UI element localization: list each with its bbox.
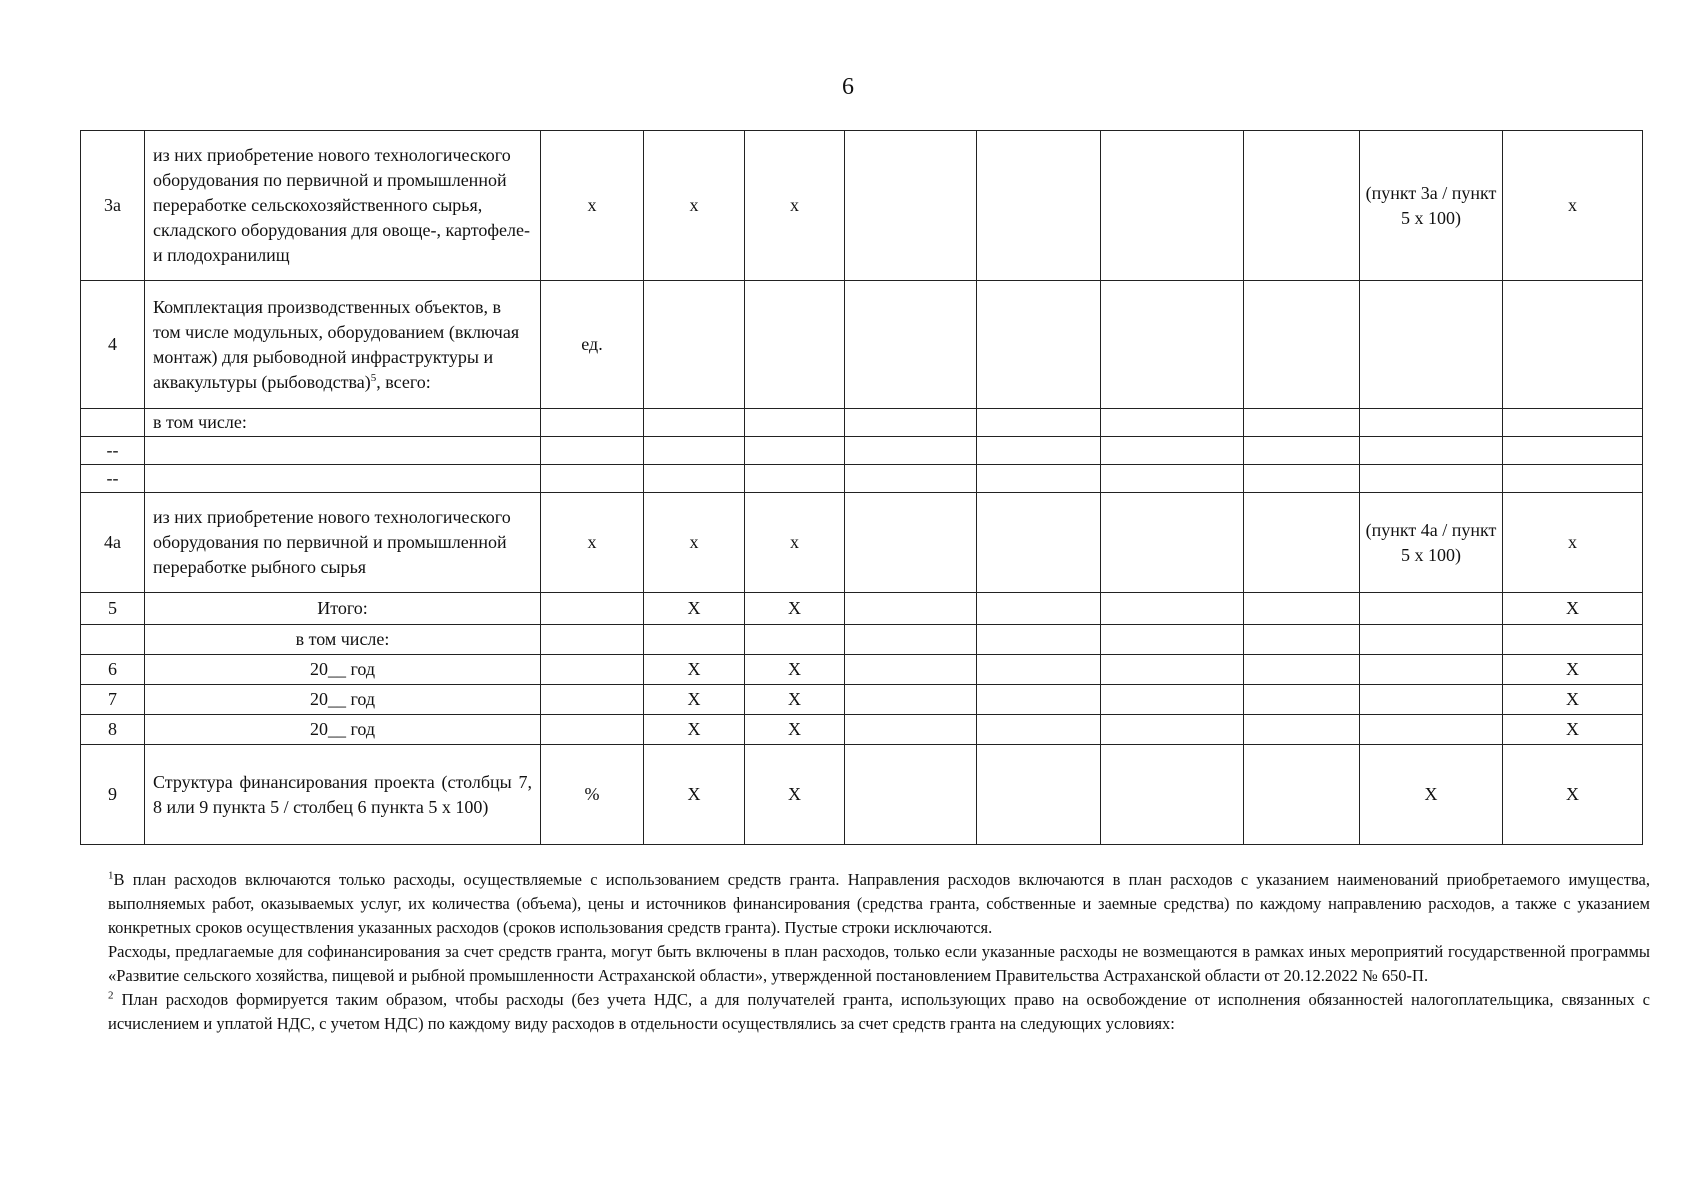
row-value-cell-c5: x bbox=[745, 131, 845, 281]
row-value-cell-c5 bbox=[745, 625, 845, 655]
row-value-cell-c7 bbox=[977, 131, 1101, 281]
row-value-cell-c7 bbox=[977, 715, 1101, 745]
row-value-cell-c8 bbox=[1101, 715, 1244, 745]
row-value-cell-c9 bbox=[1244, 493, 1360, 593]
footnote-reference: 5 bbox=[370, 371, 377, 384]
row-value-cell-c10: (пункт 4а / пункт 5 x 100) bbox=[1360, 493, 1503, 593]
row-value-cell-c4: X bbox=[644, 685, 745, 715]
row-description-cell bbox=[145, 281, 541, 409]
row-value-cell-c8 bbox=[1101, 745, 1244, 845]
row-value-cell-c8 bbox=[1101, 465, 1244, 493]
row-number-cell: 7 bbox=[81, 685, 145, 715]
row-value-cell-c10 bbox=[1360, 625, 1503, 655]
row-description-text: в том числе: bbox=[295, 629, 390, 649]
row-value-cell-c11 bbox=[1503, 437, 1643, 465]
row-unit-cell: % bbox=[541, 745, 644, 845]
row-value-cell-c10 bbox=[1360, 409, 1503, 437]
row-value-cell-c6 bbox=[845, 281, 977, 409]
row-value-cell-c11: X bbox=[1503, 745, 1643, 845]
row-unit-cell bbox=[541, 409, 644, 437]
row-value-cell-c9 bbox=[1244, 715, 1360, 745]
row-description-cell bbox=[145, 745, 541, 845]
row-value-cell-c6 bbox=[845, 655, 977, 685]
row-description-cell bbox=[145, 493, 541, 593]
row-description-cell bbox=[145, 715, 541, 745]
row-number-cell: -- bbox=[81, 437, 145, 465]
row-description-cell bbox=[145, 131, 541, 281]
table-row bbox=[81, 685, 1643, 715]
row-value-cell-c6 bbox=[845, 493, 977, 593]
row-description-cell bbox=[145, 593, 541, 625]
table-row bbox=[81, 409, 1643, 437]
row-value-cell-c7 bbox=[977, 685, 1101, 715]
row-value-cell-c9 bbox=[1244, 409, 1360, 437]
row-value-cell-c8 bbox=[1101, 625, 1244, 655]
footnote-2-text: План расходов формируется таким образом, чтобы расходы (без учета НДС, а для получателей гранта, использующих право на освобождение от исполнения обязанностей налогоплательщика, связанных с исчислением и уплатой НДС, с учетом НДС) по каждому виду расходов в отдельности осуществлялись за счет средств гранта на следующих условиях: bbox=[108, 990, 1650, 1033]
expense-plan-table bbox=[80, 130, 1643, 845]
row-value-cell-c10 bbox=[1360, 715, 1503, 745]
page-number: 6 bbox=[842, 74, 854, 100]
row-value-cell-c10 bbox=[1360, 655, 1503, 685]
row-number-cell bbox=[81, 409, 145, 437]
footnote-1-mark: 1 bbox=[108, 869, 114, 882]
footnote-2-mark: 2 bbox=[108, 989, 114, 1002]
row-value-cell-c7 bbox=[977, 409, 1101, 437]
row-value-cell-c7 bbox=[977, 281, 1101, 409]
row-value-cell-c6 bbox=[845, 715, 977, 745]
footnote-2 bbox=[108, 988, 1650, 1036]
row-unit-cell bbox=[541, 437, 644, 465]
row-value-cell-c11: x bbox=[1503, 131, 1643, 281]
row-description-cell bbox=[145, 685, 541, 715]
row-value-cell-c9 bbox=[1244, 465, 1360, 493]
row-value-cell-c4 bbox=[644, 465, 745, 493]
row-value-cell-c9 bbox=[1244, 281, 1360, 409]
row-value-cell-c8 bbox=[1101, 593, 1244, 625]
row-value-cell-c11 bbox=[1503, 625, 1643, 655]
row-value-cell-c4: x bbox=[644, 131, 745, 281]
footnote-1-continued: Расходы, предлагаемые для софинансирования за счет средств гранта, могут быть включены в план расходов, только если указанные расходы не возмещаются в рамках иных мероприятий государственной программы «Развитие сельского хозяйства, пищевой и рыбной промышленности Астраханской области», утвержденной постановлением Правительства Астраханской области от 20.12.2022 № 650-П. bbox=[108, 942, 1650, 985]
row-value-cell-c9 bbox=[1244, 745, 1360, 845]
row-unit-cell bbox=[541, 625, 644, 655]
row-value-cell-c8 bbox=[1101, 409, 1244, 437]
row-number-cell bbox=[81, 625, 145, 655]
row-number-cell: -- bbox=[81, 465, 145, 493]
row-unit-cell: x bbox=[541, 131, 644, 281]
table-row bbox=[81, 593, 1643, 625]
row-description-cell bbox=[145, 465, 541, 493]
table-row bbox=[81, 655, 1643, 685]
row-description-text: 20__ год bbox=[309, 659, 376, 679]
row-value-cell-c11: X bbox=[1503, 685, 1643, 715]
row-value-cell-c11: X bbox=[1503, 593, 1643, 625]
row-unit-cell: ед. bbox=[541, 281, 644, 409]
row-description-text: 20__ год bbox=[309, 719, 376, 739]
row-value-cell-c9 bbox=[1244, 625, 1360, 655]
row-value-cell-c5: X bbox=[745, 685, 845, 715]
row-unit-cell: x bbox=[541, 493, 644, 593]
row-value-cell-c4 bbox=[644, 437, 745, 465]
row-value-cell-c5: X bbox=[745, 655, 845, 685]
table-row bbox=[81, 437, 1643, 465]
row-value-cell-c10 bbox=[1360, 685, 1503, 715]
row-value-cell-c10 bbox=[1360, 593, 1503, 625]
row-value-cell-c4: X bbox=[644, 655, 745, 685]
row-value-cell-c8 bbox=[1101, 685, 1244, 715]
row-value-cell-c10 bbox=[1360, 281, 1503, 409]
row-value-cell-c11 bbox=[1503, 465, 1643, 493]
row-value-cell-c10 bbox=[1360, 437, 1503, 465]
row-description-cell bbox=[145, 437, 541, 465]
row-description-text: Комплектация производственных объектов, в том числе модульных, оборудованием (включая монтаж) для рыбоводной инфраструктуры и аквакультуры (рыбоводства) bbox=[153, 296, 520, 392]
row-number-cell: 5 bbox=[81, 593, 145, 625]
row-value-cell-c7 bbox=[977, 493, 1101, 593]
row-description-text: 20__ год bbox=[309, 689, 376, 709]
row-description-cell bbox=[145, 655, 541, 685]
row-unit-cell bbox=[541, 465, 644, 493]
row-value-cell-c4: X bbox=[644, 593, 745, 625]
row-description-text: из них приобретение нового технологического оборудования по первичной и промышленной переработке сельскохозяйственного сырья, складского оборудования для овоще-, картофеле- и плодохранилищ bbox=[153, 145, 530, 265]
row-value-cell-c8 bbox=[1101, 493, 1244, 593]
row-unit-cell bbox=[541, 593, 644, 625]
row-unit-cell bbox=[541, 655, 644, 685]
row-value-cell-c9 bbox=[1244, 437, 1360, 465]
row-value-cell-c9 bbox=[1244, 593, 1360, 625]
table-row bbox=[81, 465, 1643, 493]
table-row bbox=[81, 715, 1643, 745]
row-value-cell-c4: X bbox=[644, 745, 745, 845]
row-value-cell-c6 bbox=[845, 593, 977, 625]
table-row bbox=[81, 131, 1643, 281]
row-value-cell-c4 bbox=[644, 625, 745, 655]
row-value-cell-c5 bbox=[745, 409, 845, 437]
row-value-cell-c6 bbox=[845, 437, 977, 465]
row-value-cell-c7 bbox=[977, 437, 1101, 465]
row-unit-cell bbox=[541, 715, 644, 745]
row-value-cell-c9 bbox=[1244, 655, 1360, 685]
row-value-cell-c6 bbox=[845, 409, 977, 437]
row-value-cell-c5 bbox=[745, 281, 845, 409]
row-value-cell-c6 bbox=[845, 131, 977, 281]
row-value-cell-c4 bbox=[644, 409, 745, 437]
row-value-cell-c4: X bbox=[644, 715, 745, 745]
table-row bbox=[81, 745, 1643, 845]
row-value-cell-c9 bbox=[1244, 131, 1360, 281]
row-value-cell-c11: x bbox=[1503, 493, 1643, 593]
row-description-text: Итого: bbox=[317, 598, 368, 618]
table-row bbox=[81, 493, 1643, 593]
row-value-cell-c7 bbox=[977, 745, 1101, 845]
row-value-cell-c7 bbox=[977, 625, 1101, 655]
footnote-1-text: В план расходов включаются только расходы, осуществляемые с использованием средств гранта. Направления расходов включаются в план расходов с указанием наименований приобретаемого имущества, выполняемых работ, оказываемых услуг, их количества (объема), цены и источников финансирования (средства гранта, собственные и заемные средства) по каждому направлению расходов, а также с указанием конкретных сроков осуществления указанных расходов (сроков использования средств гранта). Пустые строки исключаются. bbox=[108, 870, 1650, 937]
row-value-cell-c5 bbox=[745, 465, 845, 493]
row-value-cell-c6 bbox=[845, 745, 977, 845]
footnote-1 bbox=[108, 868, 1650, 940]
row-value-cell-c11 bbox=[1503, 409, 1643, 437]
footnotes bbox=[108, 868, 1650, 1036]
row-value-cell-c6 bbox=[845, 685, 977, 715]
row-description-tail: , всего: bbox=[376, 371, 431, 392]
row-value-cell-c5: x bbox=[745, 493, 845, 593]
row-unit-cell bbox=[541, 685, 644, 715]
row-value-cell-c11 bbox=[1503, 281, 1643, 409]
row-value-cell-c5: X bbox=[745, 593, 845, 625]
row-number-cell: 9 bbox=[81, 745, 145, 845]
row-value-cell-c8 bbox=[1101, 281, 1244, 409]
row-value-cell-c7 bbox=[977, 593, 1101, 625]
row-value-cell-c11: X bbox=[1503, 655, 1643, 685]
row-value-cell-c11: X bbox=[1503, 715, 1643, 745]
row-number-cell: 6 bbox=[81, 655, 145, 685]
row-value-cell-c5 bbox=[745, 437, 845, 465]
table-row bbox=[81, 281, 1643, 409]
row-value-cell-c5: X bbox=[745, 745, 845, 845]
row-description-cell bbox=[145, 409, 541, 437]
row-value-cell-c7 bbox=[977, 465, 1101, 493]
row-number-cell: 4 bbox=[81, 281, 145, 409]
row-value-cell-c9 bbox=[1244, 685, 1360, 715]
row-description-cell bbox=[145, 625, 541, 655]
row-value-cell-c5: X bbox=[745, 715, 845, 745]
row-number-cell: 4а bbox=[81, 493, 145, 593]
row-value-cell-c7 bbox=[977, 655, 1101, 685]
row-value-cell-c10 bbox=[1360, 465, 1503, 493]
row-value-cell-c4 bbox=[644, 281, 745, 409]
row-value-cell-c8 bbox=[1101, 131, 1244, 281]
row-number-cell: 3а bbox=[81, 131, 145, 281]
row-description-text: Структура финансирования проекта (столбцы 7, 8 или 9 пункта 5 / столбец 6 пункта 5 x 100) bbox=[153, 771, 532, 817]
table-row bbox=[81, 625, 1643, 655]
row-value-cell-c10: (пункт 3а / пункт 5 x 100) bbox=[1360, 131, 1503, 281]
row-value-cell-c8 bbox=[1101, 655, 1244, 685]
row-value-cell-c6 bbox=[845, 465, 977, 493]
row-description-text: из них приобретение нового технологического оборудования по первичной и промышленной переработке рыбного сырья bbox=[153, 507, 511, 577]
row-value-cell-c4: x bbox=[644, 493, 745, 593]
row-value-cell-c6 bbox=[845, 625, 977, 655]
row-description-text: в том числе: bbox=[153, 412, 247, 432]
row-value-cell-c8 bbox=[1101, 437, 1244, 465]
row-number-cell: 8 bbox=[81, 715, 145, 745]
row-value-cell-c10: X bbox=[1360, 745, 1503, 845]
